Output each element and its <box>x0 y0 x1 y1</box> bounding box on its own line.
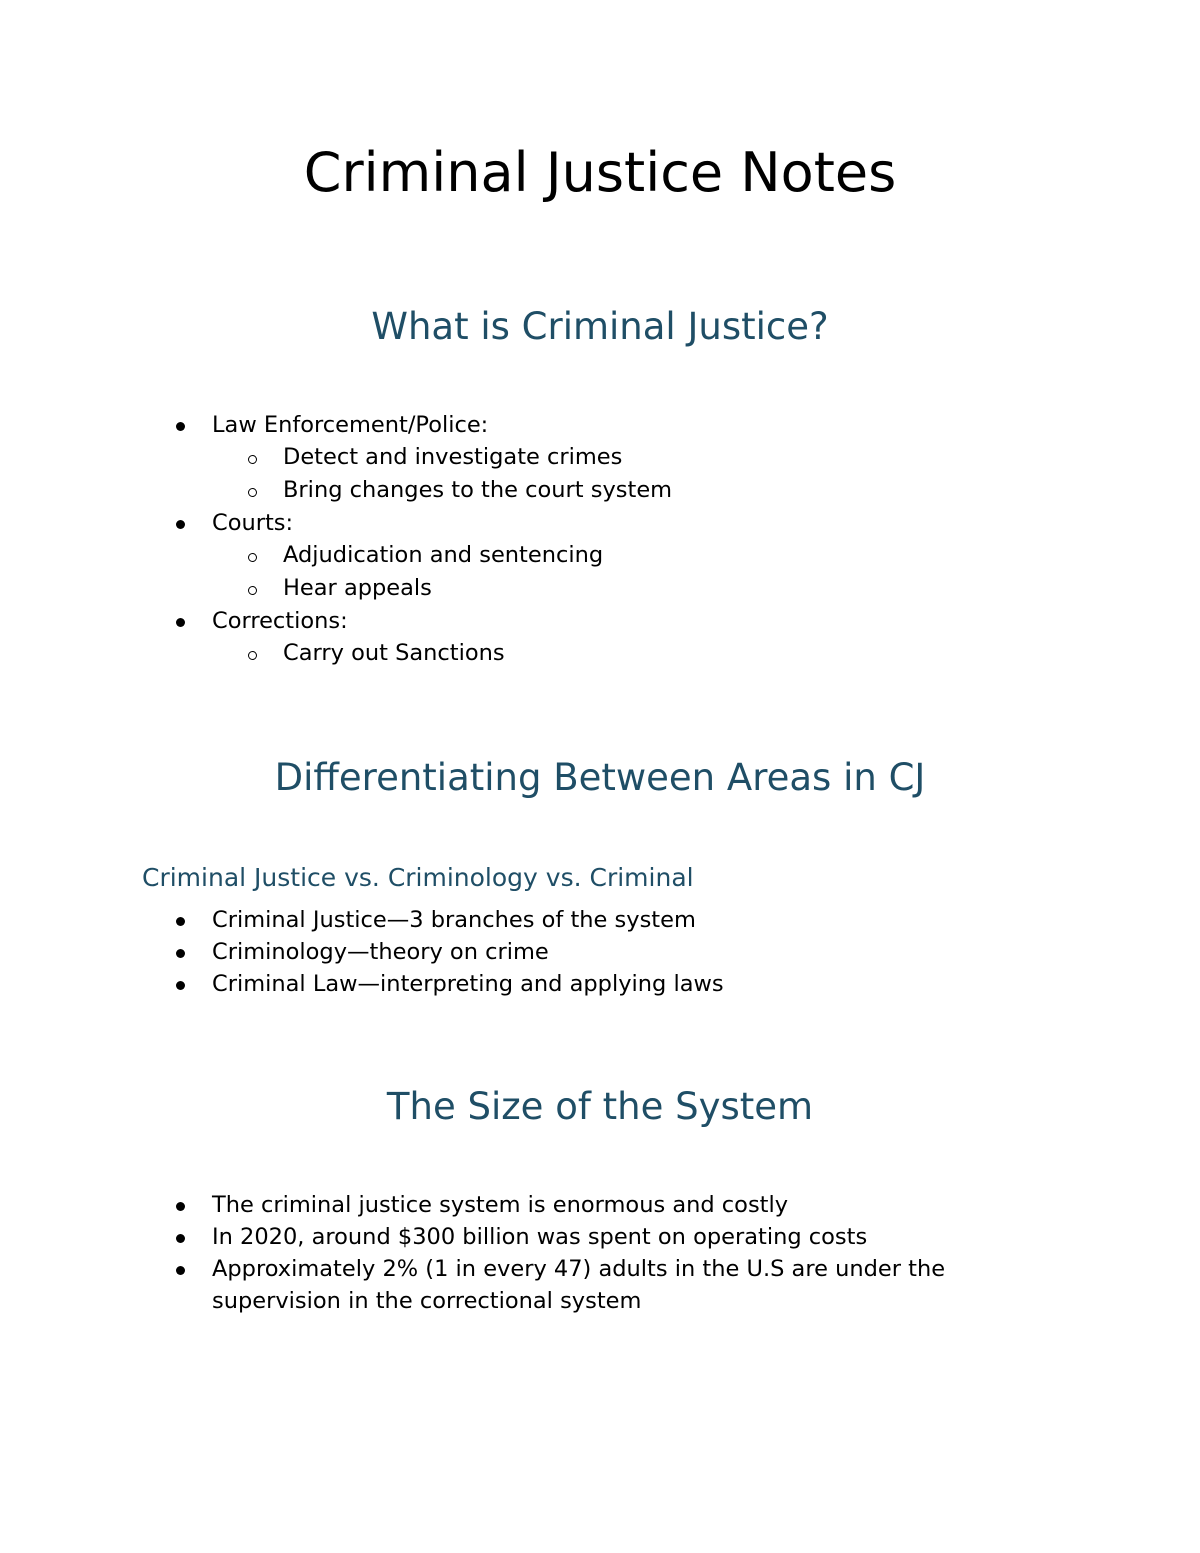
list-item: Corrections: <box>212 608 348 634</box>
hollow-bullet-icon <box>248 586 257 595</box>
bullet-icon <box>176 1266 185 1275</box>
sub-list-item: Carry out Sanctions <box>283 640 505 666</box>
bullet-icon <box>176 520 185 529</box>
hollow-bullet-icon <box>248 553 257 562</box>
sub-list-item: Bring changes to the court system <box>283 477 673 503</box>
sub-list-item: Hear appeals <box>283 575 432 601</box>
section-heading-size-of-system: The Size of the System <box>386 1085 814 1128</box>
list-item: The criminal justice system is enormous and costly <box>212 1192 789 1218</box>
bullet-icon <box>176 1202 185 1211</box>
sub-list-item: Detect and investigate crimes <box>283 444 623 470</box>
bullet-icon <box>176 917 185 926</box>
bullet-icon <box>176 1234 185 1243</box>
sub-list-item: Adjudication and sentencing <box>283 542 604 568</box>
list-item: Courts: <box>212 510 294 536</box>
section-subheading: Criminal Justice vs. Criminology vs. Criminal <box>142 863 694 892</box>
section-heading-what-is-cj: What is Criminal Justice? <box>371 305 829 348</box>
list-item: Criminal Law—interpreting and applying laws <box>212 971 724 997</box>
bullet-icon <box>176 949 185 958</box>
section-heading-differentiating: Differentiating Between Areas in CJ <box>274 756 926 799</box>
list-item: Criminal Justice—3 branches of the system <box>212 907 696 933</box>
list-item: Law Enforcement/Police: <box>212 412 489 438</box>
hollow-bullet-icon <box>248 651 257 660</box>
bullet-icon <box>176 422 185 431</box>
list-item: Criminology—theory on crime <box>212 939 549 965</box>
list-item: In 2020, around $300 billion was spent on operating costs <box>212 1224 868 1250</box>
bullet-icon <box>176 981 185 990</box>
hollow-bullet-icon <box>248 455 257 464</box>
list-item: Approximately 2% (1 in every 47) adults in the U.S are under the <box>212 1256 946 1282</box>
bullet-icon <box>176 618 185 627</box>
hollow-bullet-icon <box>248 488 257 497</box>
document-title: Criminal Justice Notes <box>303 141 897 204</box>
list-item-continuation: supervision in the correctional system <box>212 1288 642 1314</box>
